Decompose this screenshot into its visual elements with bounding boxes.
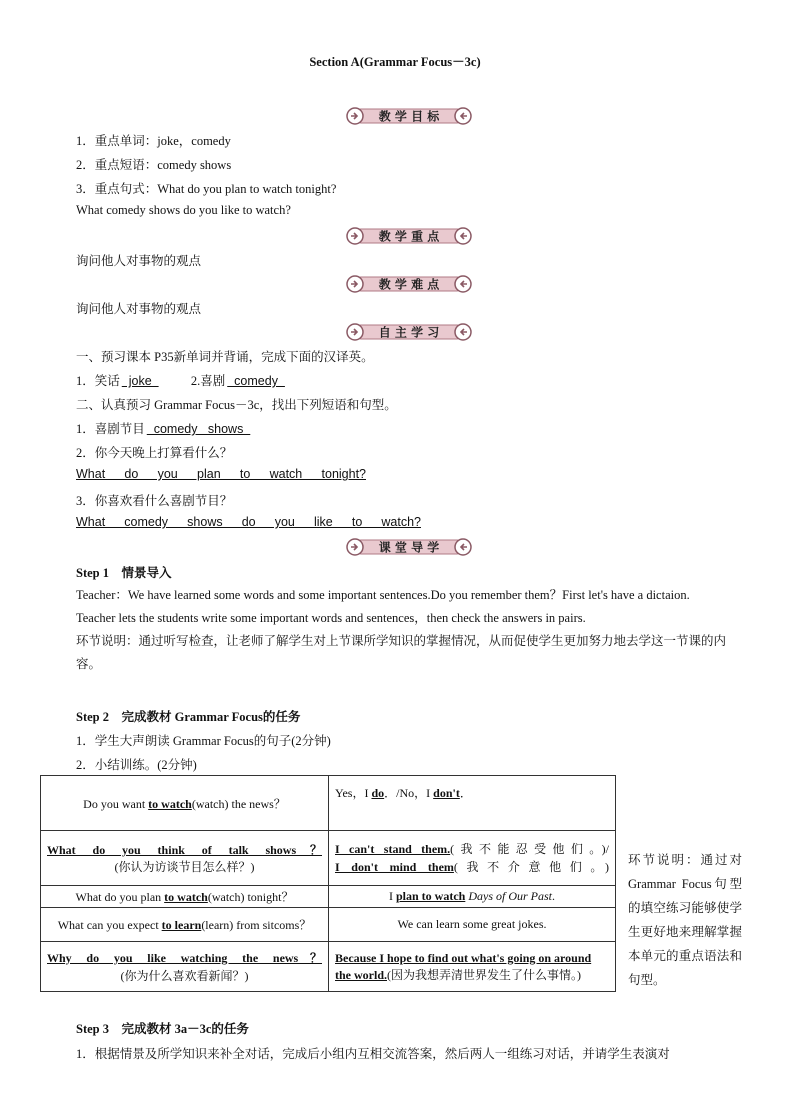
answer-joke: joke [121, 374, 159, 388]
table-cell: Why do you like watching the news？ (你为什么喜欢看新闻？) [41, 942, 329, 992]
step1-teacher2: Teacher lets the students write some important words and sentences，then check the answers in pairs. [76, 611, 586, 625]
grammar-table [40, 775, 616, 992]
self-study-p1-answers: 1．笑话 joke 2.喜剧 comedy [76, 371, 289, 389]
banner-key-points [346, 226, 472, 246]
step1-teacher: Teacher：We have learned some words and some important sentences.Do you remember them？First let's have a dictaion. Teacher lets the students write some important words and sentences，then check the answers in pairs. 环节说明：通过听写检查，让老师了解学生对上节课所学知识的掌握情况，从而促使学生更加努力地去学这一节课的内容。 [48, 584, 742, 676]
goal-item-3: 3．重点句式：What do you plan to watch tonight? [76, 182, 337, 196]
table-cell: We can learn some great jokes. [329, 908, 616, 942]
table-row [41, 831, 616, 886]
table-cell: Do you want to watch(watch) the news？ [41, 776, 329, 831]
goal-item-3-continued: What comedy shows do you like to watch? [76, 203, 291, 217]
step2-item1: 1．学生大声朗读 Grammar Focus的句子(2分钟) [76, 734, 331, 748]
step2-heading: Step 2 完成教材 Grammar Focus的任务 [76, 710, 301, 724]
table-cell: What can you expect to learn(learn) from sitcoms？ [41, 908, 329, 942]
table-row [41, 908, 616, 942]
self-study-p2-q2-label: 2．你今天晚上打算看什么？ [76, 446, 233, 460]
table-row [41, 886, 616, 908]
banner-label: 课 堂 导 学 [378, 540, 440, 555]
step1-note: 环节说明：通过听写检查，让老师了解学生对上节课所学知识的掌握情况，从而促使学生更加努力地去学这一节课的内容。 [76, 634, 727, 671]
step1-heading: Step 1 情景导入 [76, 566, 172, 580]
page-title: Section A(Grammar Focus－3c) [309, 55, 481, 69]
goal-item-1: 1．重点单词：joke，comedy [76, 134, 231, 148]
self-study-part2: 二、认真预习 Grammar Focus－3c，找出下列短语和句型。 [76, 398, 397, 412]
self-study-p2-q1: 1．喜剧节目 comedy shows [76, 419, 254, 437]
step3-heading: Step 3 完成教材 3a－3c的任务 [76, 1022, 249, 1036]
difficult-points-text: 询问他人对事物的观点 [76, 302, 202, 316]
self-study-p2-q3-label: 3．你喜欢看什么喜剧节目？ [76, 494, 233, 508]
table-cell: Because I hope to find out what's going on around the world.(因为我想弄清世界发生了什么事情。) [329, 942, 616, 992]
table-row [41, 942, 616, 992]
key-points-text: 询问他人对事物的观点 [76, 254, 202, 268]
answer-comedy: comedy [227, 374, 285, 388]
answer-comedy-shows: comedy shows [146, 422, 251, 436]
step3-item1: 1．根据情景及所学知识来补全对话，完成后小组内互相交流答案，然后两人一组练习对话，并请学生表演对 [76, 1047, 670, 1061]
banner-class-guide [346, 537, 472, 557]
banner-label: 教 学 目 标 [378, 109, 440, 124]
table-cell: What do you plan to watch(watch) tonight？ [41, 886, 329, 908]
banner-label: 教 学 难 点 [378, 277, 440, 292]
table-row [41, 776, 616, 831]
table-cell: What do you think of talk shows？ (你认为访谈节目怎么样？) [41, 831, 329, 886]
banner-label: 教 学 重 点 [378, 229, 440, 244]
banner-label: 自 主 学 习 [378, 325, 440, 340]
step2-item2: 2．小结训练。(2分钟) [76, 758, 197, 772]
self-study-part1: 一、预习课本 P35新单词并背诵，完成下面的汉译英。 [76, 350, 374, 364]
banner-teaching-goals [346, 106, 472, 126]
self-study-p2-q3-answer: What comedy shows do you like to watch? [76, 515, 421, 529]
goal-item-2: 2．重点短语：comedy shows [76, 158, 232, 172]
banner-difficult-points [346, 274, 472, 294]
table-cell: I can't stand them.(我不能忍受他们。)/ I don't mind them(我不介意他们。) [329, 831, 616, 886]
banner-self-study [346, 322, 472, 342]
self-study-p2-q2-answer: What do you plan to watch tonight? [76, 467, 366, 481]
table-cell: Yes，I do．/No，I don't． [329, 776, 616, 831]
table-cell: I plan to watch Days of Our Past. [329, 886, 616, 908]
side-note: 环节说明：通过对 Grammar Focus句型的填空练习能够使学生更好地来理解掌握本单元的重点语法和句型。 [628, 853, 742, 987]
